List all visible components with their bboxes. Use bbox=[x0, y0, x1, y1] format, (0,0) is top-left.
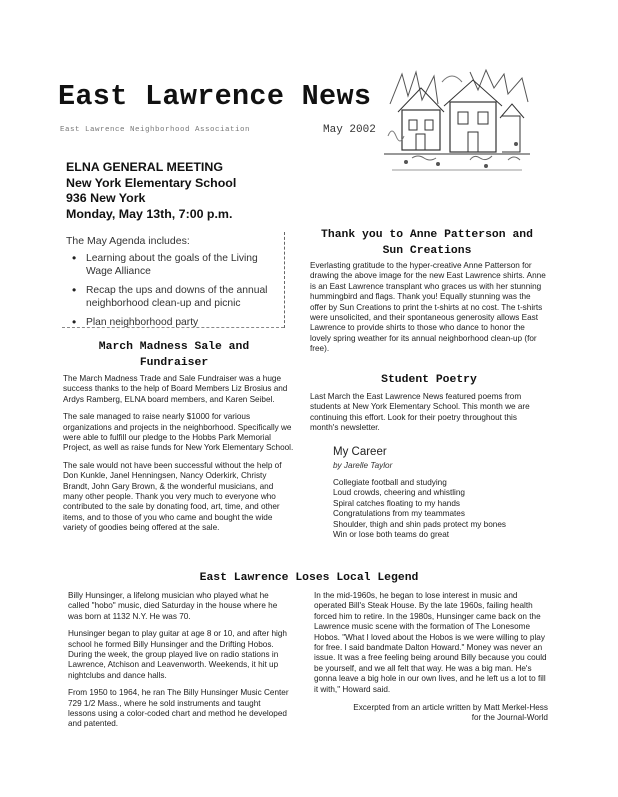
legend-left-column bbox=[68, 591, 290, 730]
house-illustration bbox=[382, 66, 532, 184]
poem-line: Shoulder, thigh and shin pads protect my bones bbox=[333, 519, 506, 529]
meeting-block bbox=[66, 160, 286, 253]
legend-paragraph: Billy Hunsinger, a lifelong musician who played what he called "hobo" music, died Saturday in the house where he was born at 1132 N.Y. He was 70. bbox=[68, 591, 278, 621]
meeting-heading: ELNA GENERAL MEETING bbox=[66, 160, 223, 174]
march-madness-paragraph: The March Madness Trade and Sale Fundraiser was a huge success thanks to the help of Board Members Liz Brosius and Ardys Ramberg, ELNA board members, and Karen Seibel. bbox=[63, 374, 288, 404]
poem-body bbox=[333, 478, 548, 540]
legend-title: East Lawrence Loses Local Legend bbox=[199, 572, 419, 584]
march-madness-paragraph: The sale would not have been successful without the help of Don Kunkle, Janel Henningsen, Nancy Oderkirk, Christy Brandt, John Gary Brown, & the wonderful musicians, and many other people. Thank you very much to everyone who contributed to the sale by donating food, art, time, and other items, and to those of you who came and bought the wide variety of goodies being offered at the sale. bbox=[63, 460, 282, 533]
agenda-item: • Plan neighborhood party bbox=[66, 316, 276, 329]
poem-line: Congratulations from my teammates bbox=[333, 509, 465, 519]
poem-title: My Career bbox=[333, 446, 387, 458]
poem-line: Loud crowds, cheering and whistling bbox=[333, 488, 465, 498]
student-poetry-body: Last March the East Lawrence News featured poems from students at New York Elementary School. This month we are continuing this effort. Look for their poetry throughout this month's newsletter. bbox=[310, 392, 530, 433]
march-madness-paragraph: The sale managed to raise nearly $1000 for various organizations and projects in the neighborhood. Specifically we were able to fulfill our pledge to the Hobbs Park Memorial Project, as well as raise funds for New York Elementary School. bbox=[63, 412, 294, 453]
poem-line: Spiral catches floating to my hands bbox=[333, 498, 460, 508]
meeting-box-bottom-border bbox=[62, 327, 284, 328]
march-madness-title: March Madness Sale and Fundraiser bbox=[98, 341, 250, 369]
meeting-location: New York Elementary School bbox=[66, 175, 237, 190]
thank-you-title: Thank you to Anne Patterson and Sun Creations bbox=[321, 229, 533, 257]
agenda-item: • Learning about the goals of the Living Wage Alliance bbox=[66, 252, 276, 278]
march-madness-body bbox=[63, 374, 295, 534]
thank-you-body: Everlasting gratitude to the hyper-creative Anne Patterson for drawing the above image for the new East Lawrence shirts. Anne is an East Lawrence transplant who graces us with her stunning hummingbird and flags. Thank you! Equally stunning was the offer by Sun Creations to print the t-shirts at no cost. The t-shirts were unsolicited, and their spontaneous generosity allows East Lawrence to provide shirts to those who dance to honor the lovely spring weather for its annual neighborhood clean-up (for free). bbox=[310, 261, 546, 354]
legend-paragraph: From 1950 to 1964, he ran The Billy Hunsinger Music Center 729 1/2 Mass., where he sold instruments and taught lessons using a color-coded chart and method he developed and patented. bbox=[68, 688, 289, 729]
legend-paragraph: Hunsinger began to play guitar at age 8 or 10, and after high school he formed Billy Hunsinger and the Drifting Hobos. During the week, the group played live on radio stations in Lawrence, Atchison and Leavenworth. Weekends, it hit up nightclubs and dance halls. bbox=[68, 629, 287, 680]
masthead-date: May 2002 bbox=[323, 124, 376, 136]
meeting-box-right-border bbox=[284, 232, 285, 328]
masthead-title: East Lawrence News bbox=[58, 80, 372, 113]
meeting-address: 936 New York bbox=[66, 191, 146, 206]
masthead-subtitle: East Lawrence Neighborhood Association bbox=[60, 126, 251, 134]
agenda-item: • Recap the ups and downs of the annual neighborhood clean-up and picnic bbox=[66, 284, 276, 310]
legend-right-column bbox=[314, 591, 548, 724]
legend-credit: Excerpted from an article written by Matt Merkel-Hess bbox=[353, 703, 548, 713]
agenda-list bbox=[66, 252, 276, 335]
poem-line: Collegiate football and studying bbox=[333, 478, 447, 487]
legend-paragraph: In the mid-1960s, he began to lose interest in music and operated Bill's Steak House. By the late 1960s, failing health forced him to retire. In the 1980s, Hunsinger came back on the Lawrence music scene with the formation of The Lonesome Hobos. "What I loved about the Hobos is we were willing to play for free. I said bandmate Dalton Howard." Money was never an issue. It was a free feeling being around Billy because you could be yourself, and we all felt that way. He was a big man. He's gonna leave a big hole in our own lives, and he left us a lot to fill it with," Howard said. bbox=[314, 591, 547, 694]
meeting-datetime: Monday, May 13th, 7:00 p.m. bbox=[66, 206, 233, 221]
poem-author: by Jarelle Taylor bbox=[333, 461, 393, 470]
poem-line: Win or lose both teams do great bbox=[333, 530, 450, 540]
student-poetry-title: Student Poetry bbox=[381, 374, 477, 386]
legend-credit: for the Journal-World bbox=[471, 713, 548, 723]
agenda-intro: The May Agenda includes: bbox=[66, 235, 190, 248]
